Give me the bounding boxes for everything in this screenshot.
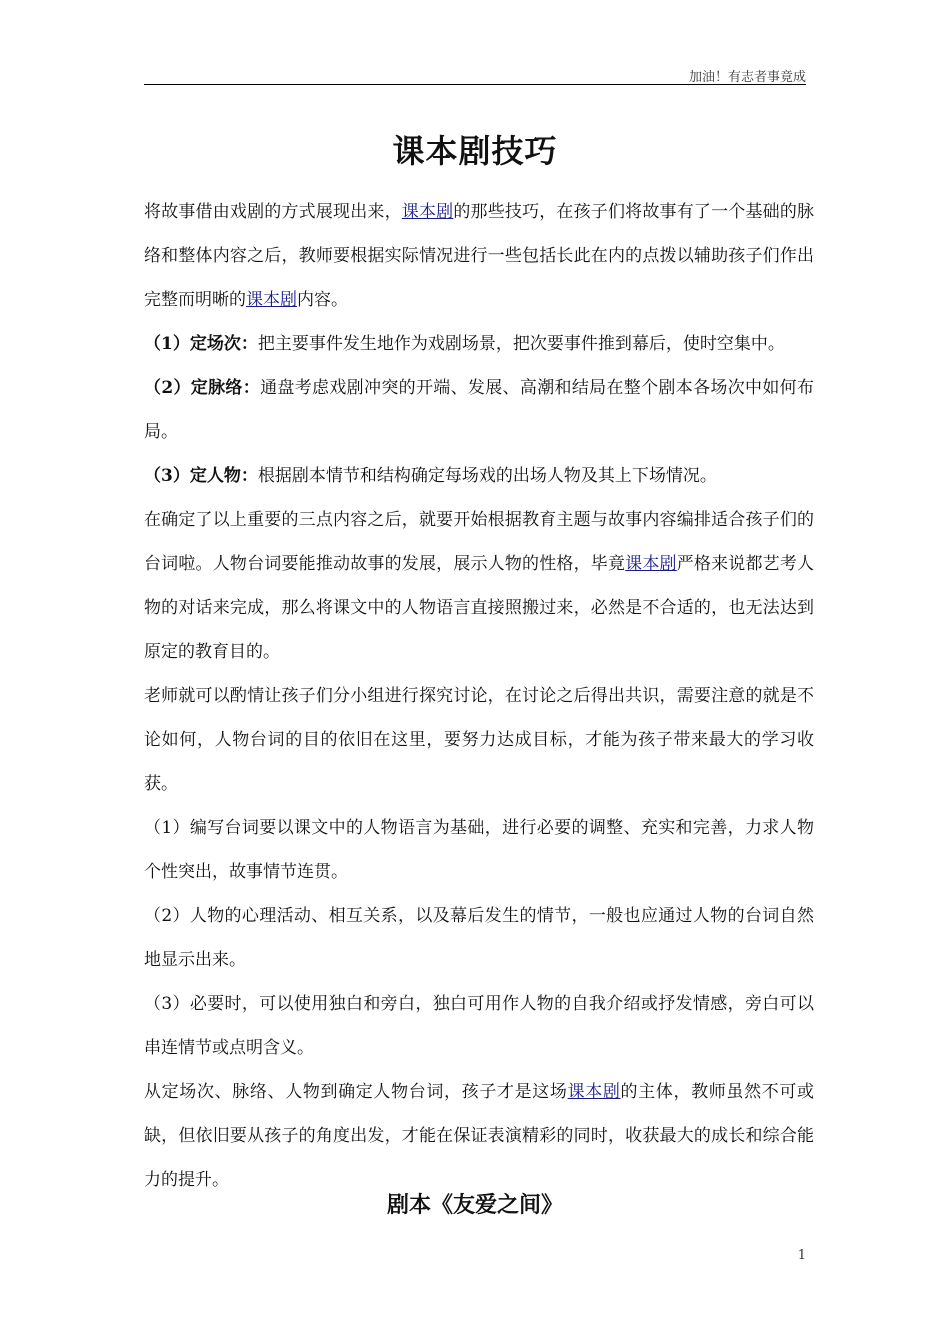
paragraph-text: 严格来说都艺考人物的对话来完成，那么将课文中的人物语言直接照搬过来，必然是不合适的，也无法达到原定的教育目的。 xyxy=(144,554,815,662)
paragraph-text: 的主体，教师虽然不可或缺，但依旧要从孩子的角度出发，才能在保证表演精彩的同时，收获最大的成长和综合能力的提升。 xyxy=(144,1082,815,1190)
list-item xyxy=(144,322,814,366)
body-paragraph xyxy=(144,498,814,674)
page-number: 1 xyxy=(797,1248,806,1263)
paragraph-text: 从定场次、脉络、人物到确定人物台词，孩子才是这场 xyxy=(144,1082,568,1102)
document-body xyxy=(144,190,814,1202)
item-text: 把主要事件发生地作为戏剧场景，把次要事件推到幕后，使时空集中。 xyxy=(257,334,785,354)
page-title: 课本剧技巧 xyxy=(392,132,558,170)
header-divider xyxy=(144,84,806,85)
item-text: 通盘考虑戏剧冲突的开端、发展、高潮和结局在整个剧本各场次中如何布局。 xyxy=(144,378,814,442)
conclusion-paragraph xyxy=(144,1070,814,1202)
item-label: （2）定脉络： xyxy=(144,378,261,398)
textbook-drama-link[interactable]: 课本剧 xyxy=(625,554,677,574)
item-text: 根据剧本情节和结构确定每场戏的出场人物及其上下场情况。 xyxy=(257,466,717,486)
intro-text-1: 将故事借由戏剧的方式展现出来， xyxy=(144,202,402,222)
page-header-text: 加油！有志者事竟成 xyxy=(688,70,806,85)
rule-item: （2）人物的心理活动、相互关系，以及幕后发生的情节，一般也应通过人物的台词自然地显示出来。 xyxy=(144,906,814,970)
intro-paragraph xyxy=(144,190,814,322)
rule-item: （3）必要时，可以使用独白和旁白，独白可用作人物的自我介绍或抒发情感，旁白可以串连情节或点明含义。 xyxy=(144,994,814,1058)
textbook-drama-link[interactable]: 课本剧 xyxy=(246,290,297,310)
item-label: （1）定场次： xyxy=(144,334,258,354)
textbook-drama-link[interactable]: 课本剧 xyxy=(567,1082,621,1102)
intro-text-2: 的那些技巧，在孩子们将故事有了一个基础的脉络和整体内容之后，教师要根据实际情况进行一些包括长此在内的点拨以辅助孩子们作出完整而明晰的 xyxy=(144,202,815,310)
rule-item: （1）编写台词要以课文中的人物语言为基础，进行必要的调整、充实和完善，力求人物个性突出，故事情节连贯。 xyxy=(144,818,814,882)
script-title: 剧本《友爱之间》 xyxy=(386,1192,563,1218)
list-item xyxy=(144,366,814,454)
item-label: （3）定人物： xyxy=(144,466,258,486)
list-item xyxy=(144,454,814,498)
paragraph-text: 在确定了以上重要的三点内容之后，就要开始根据教育主题与故事内容编排适合孩子们的台词啦。人物台词要能推动故事的发展，展示人物的性格，毕竟 xyxy=(144,510,814,574)
textbook-drama-link[interactable]: 课本剧 xyxy=(401,202,454,222)
body-paragraph: 老师就可以酌情让孩子们分小组进行探究讨论，在讨论之后得出共识，需要注意的就是不论如何，人物台词的目的依旧在这里，要努力达成目标，才能为孩子带来最大的学习收获。 xyxy=(144,686,814,794)
intro-text-3: 内容。 xyxy=(297,290,348,310)
